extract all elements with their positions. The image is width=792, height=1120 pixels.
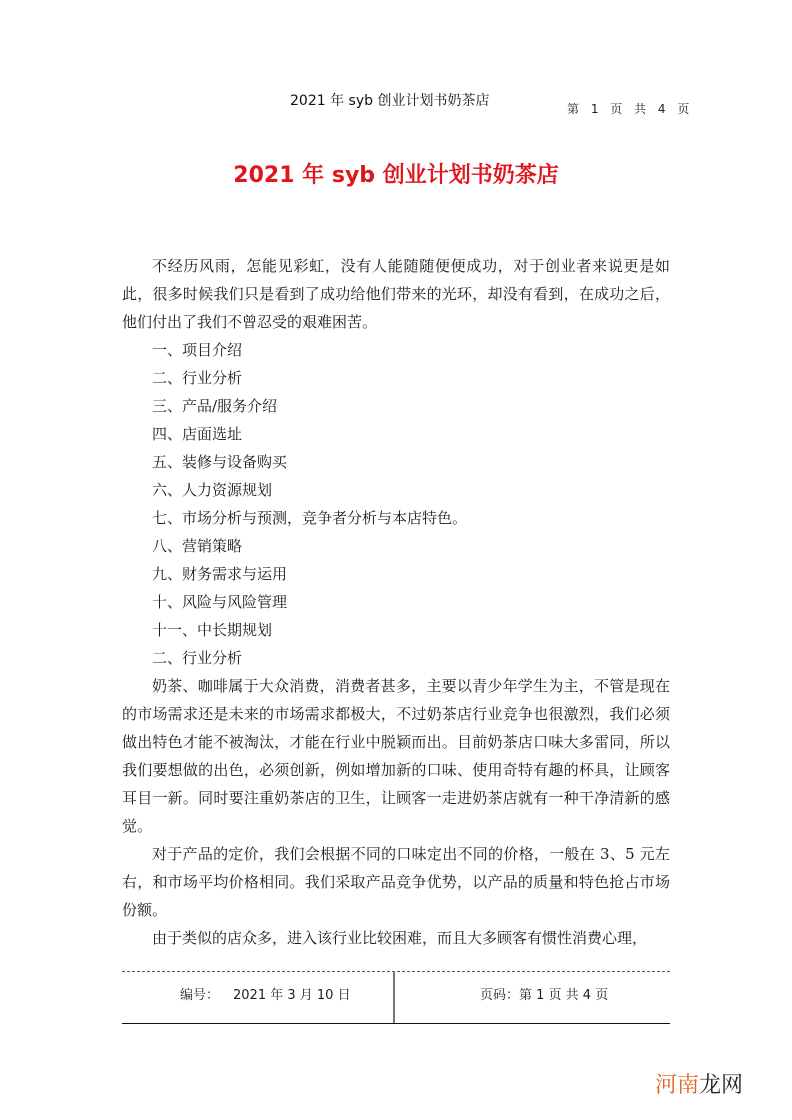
footer-top-rule <box>122 971 670 972</box>
document-title: 2021 年 syb 创业计划书奶茶店 <box>233 163 559 188</box>
body-paragraph: 由于类似的店众多，进入该行业比较困难，而且大多顾客有惯性消费心理， <box>152 929 648 947</box>
watermark-part2: 龙网 <box>699 1073 744 1098</box>
footer-page-info: 页码：第 1 页 共 4 页 <box>480 988 609 1003</box>
site-watermark-logo <box>655 1068 743 1099</box>
toc-item: 一、项目介绍 <box>152 341 243 359</box>
body-paragraph: 对于产品的定价，我们会根据不同的口味定出不同的价格，一般在 3、5 元左右，和市场平均价格相同。我们采取产品竞争优势，以产品的质量和特色抢占市场份额。 <box>122 845 670 919</box>
toc-item: 二、行业分析 <box>152 369 243 387</box>
intro-paragraph: 不经历风雨，怎能见彩虹，没有人能随随便便成功，对于创业者来说更是如此，很多时候我们只是看到了成功给他们带来的光环，却没有看到，在成功之后，他们付出了我们不曾忍受的艰难困苦。 <box>122 257 670 331</box>
toc-item: 十、风险与风险管理 <box>152 593 288 611</box>
body-paragraph: 奶茶、咖啡属于大众消费，消费者甚多，主要以青少年学生为主，不管是现在的市场需求还是未来的市场需求都极大，不过奶茶店行业竞争也很激烈，我们必须做出特色才能不被淘汰，才能在行业中脱颖而出。目前奶茶店口味大多雷同，所以我们要想做的出色，必须创新，例如增加新的口味、使用奇特有趣的杯具，让顾客耳目一新。同时要注重奶茶店的卫生，让顾客一走进奶茶店就有一种干净清新的感觉。 <box>122 677 670 835</box>
footer-column-divider <box>393 971 395 1023</box>
toc-item: 七、市场分析与预测，竞争者分析与本店特色。 <box>152 509 468 527</box>
toc-item: 八、营销策略 <box>152 537 243 555</box>
table-of-contents <box>122 336 670 644</box>
running-header-title: 2021 年 syb 创业计划书奶茶店 <box>290 93 490 109</box>
footer-bottom-rule <box>122 1023 670 1024</box>
footer-date: 2021 年 3 月 10 日 <box>233 988 351 1003</box>
toc-item: 四、店面选址 <box>152 425 243 443</box>
running-header-page-indicator: 第 1 页 共 4 页 <box>567 102 694 116</box>
document-body <box>122 252 670 952</box>
footer-number-date <box>180 984 351 1003</box>
toc-item: 五、装修与设备购买 <box>152 453 288 471</box>
section-heading: 二、行业分析 <box>152 649 243 667</box>
toc-item: 十一、中长期规划 <box>152 621 273 639</box>
toc-item: 六、人力资源规划 <box>152 481 273 499</box>
toc-item: 九、财务需求与运用 <box>152 565 288 583</box>
toc-item: 三、产品/服务介绍 <box>152 397 278 415</box>
footer-number-label: 编号： <box>180 988 220 1003</box>
watermark-part1: 河南 <box>655 1073 700 1098</box>
